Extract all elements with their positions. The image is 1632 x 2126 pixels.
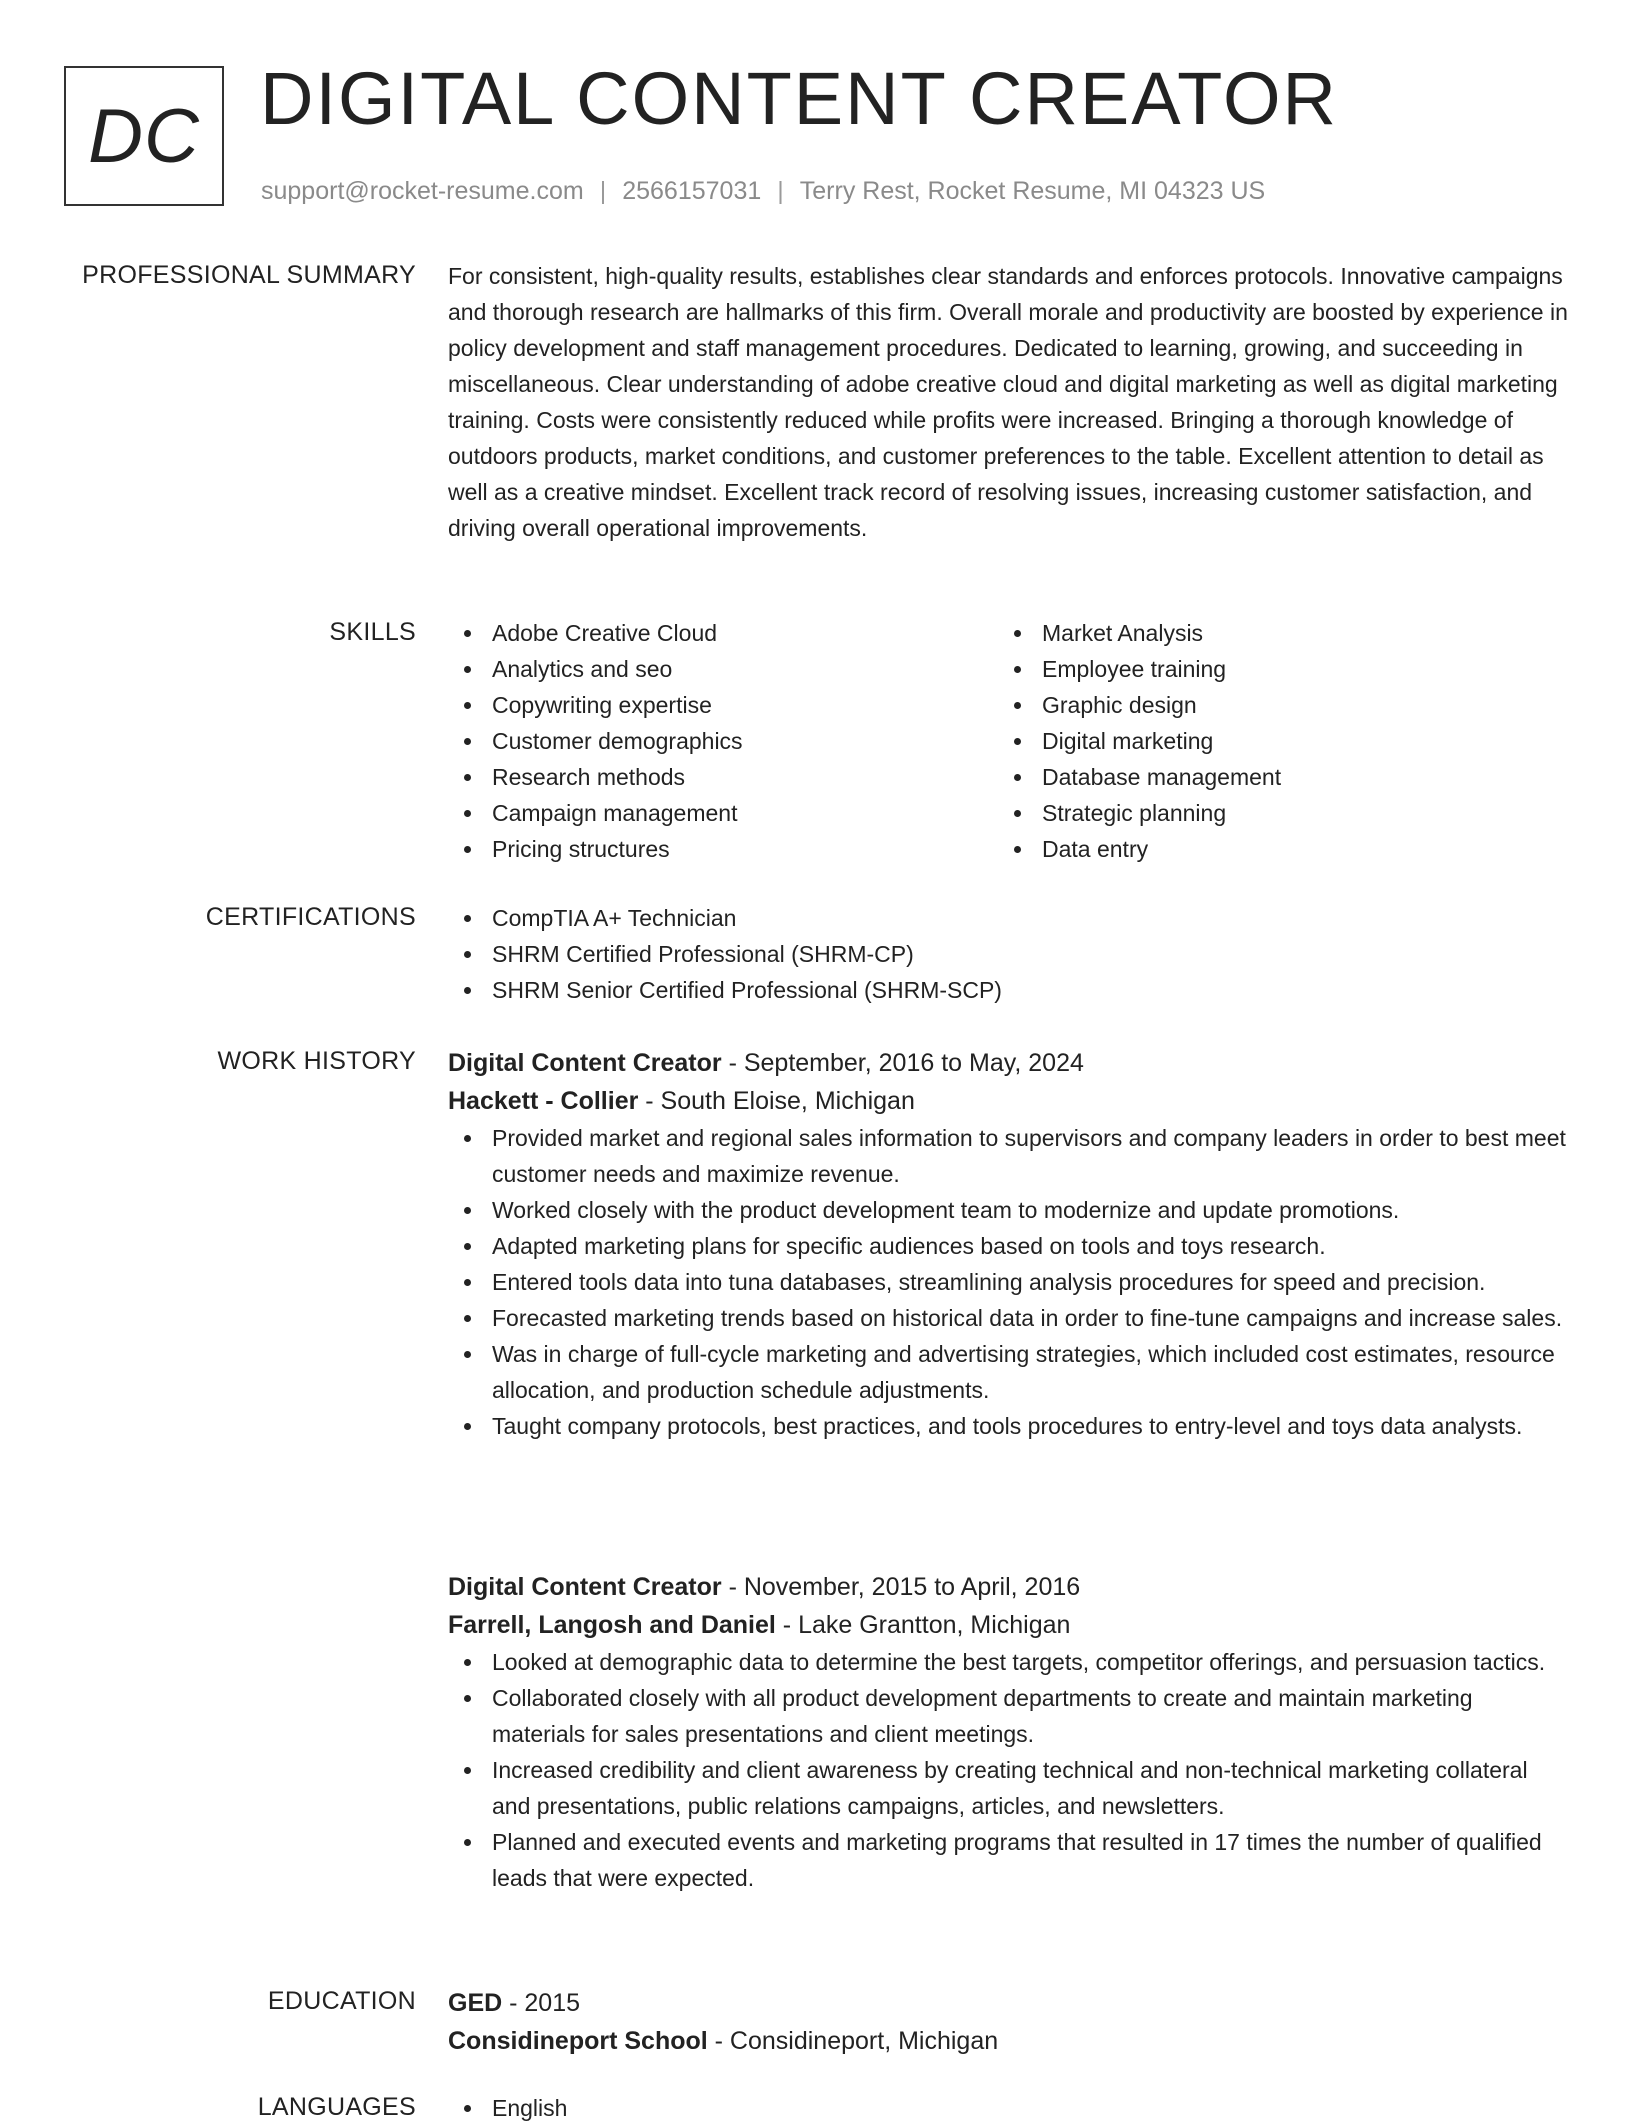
job-bullets — [448, 1644, 1568, 1896]
contact-phone[interactable]: 2566157031 — [622, 177, 762, 205]
job-bullet: Forecasted marketing trends based on historical data in order to fine-tune campaigns and increase sales. — [448, 1300, 1568, 1336]
job-bullet: Provided market and regional sales information to supervisors and company leaders in order to best meet customer needs and maximize revenue. — [448, 1120, 1568, 1192]
section-heading-skills: SKILLS — [329, 618, 416, 646]
job-location: - Lake Grantton, Michigan — [775, 1611, 1071, 1639]
job-title-line — [448, 1568, 1568, 1606]
section-heading-summary: PROFESSIONAL SUMMARY — [82, 261, 416, 289]
education-school-line — [448, 2022, 1568, 2060]
skill-item: Graphic design — [998, 687, 1548, 723]
certification-item: SHRM Certified Professional (SHRM-CP) — [448, 936, 1568, 972]
education-school: Considineport School — [448, 2027, 708, 2055]
job-bullet: Worked closely with the product development team to modernize and update promotions. — [448, 1192, 1568, 1228]
contact-separator: | — [599, 177, 607, 205]
job-title: Digital Content Creator — [448, 1049, 722, 1077]
skill-item: Employee training — [998, 651, 1548, 687]
job-entry — [448, 1568, 1568, 1896]
job-title: Digital Content Creator — [448, 1573, 722, 1601]
job-dates: - September, 2016 to May, 2024 — [721, 1049, 1084, 1077]
skill-item: Adobe Creative Cloud — [448, 615, 998, 651]
job-bullet: Planned and executed events and marketing programs that resulted in 17 times the number of qualified leads that were expected. — [448, 1824, 1568, 1896]
skill-item: Market Analysis — [998, 615, 1548, 651]
job-bullet: Collaborated closely with all product development departments to create and maintain marketing materials for sales presentations and client meetings. — [448, 1680, 1568, 1752]
skill-item: Analytics and seo — [448, 651, 998, 687]
contact-line — [261, 174, 1265, 208]
job-location: - South Eloise, Michigan — [638, 1087, 915, 1115]
job-bullet: Taught company protocols, best practices, and tools procedures to entry-level and toys data analysts. — [448, 1408, 1568, 1444]
monogram-box — [64, 66, 224, 206]
skill-item: Database management — [998, 759, 1548, 795]
certifications-list — [448, 900, 1568, 1008]
skill-item: Customer demographics — [448, 723, 998, 759]
job-entry — [448, 1044, 1568, 1444]
education-degree: GED — [448, 1989, 503, 2017]
skill-item: Campaign management — [448, 795, 998, 831]
education-year: - 2015 — [502, 1989, 581, 2017]
job-bullet: Increased credibility and client awareness by creating technical and non-technical marketing collateral and presentations, public relations campaigns, articles, and newsletters. — [448, 1752, 1568, 1824]
job-bullets — [448, 1120, 1568, 1444]
job-company: Hackett - Collier — [448, 1087, 639, 1115]
skills-list-right — [998, 615, 1548, 867]
job-dates: - November, 2015 to April, 2016 — [721, 1573, 1081, 1601]
language-item: English — [448, 2090, 1568, 2126]
section-heading-education: EDUCATION — [267, 1987, 416, 2015]
skill-item: Copywriting expertise — [448, 687, 998, 723]
job-company: Farrell, Langosh and Daniel — [448, 1611, 776, 1639]
section-heading-work-history: WORK HISTORY — [217, 1047, 416, 1075]
section-heading-languages: LANGUAGES — [257, 2093, 416, 2121]
job-bullet: Entered tools data into tuna databases, streamlining analysis procedures for speed and precision. — [448, 1264, 1568, 1300]
languages-list — [448, 2090, 1568, 2126]
monogram-initials: DC — [88, 93, 200, 179]
certification-item: CompTIA A+ Technician — [448, 900, 1568, 936]
contact-separator: | — [777, 177, 784, 205]
contact-address: Terry Rest, Rocket Resume, MI 04323 US — [799, 177, 1266, 205]
job-company-line — [448, 1082, 1568, 1120]
skill-item: Data entry — [998, 831, 1548, 867]
section-heading-certifications: CERTIFICATIONS — [205, 903, 416, 931]
job-title-line — [448, 1044, 1568, 1082]
skills-list-left — [448, 615, 998, 867]
education-degree-line — [448, 1984, 1568, 2022]
education-location: - Considineport, Michigan — [707, 2027, 999, 2055]
contact-email[interactable]: support@rocket-resume.com — [261, 177, 584, 205]
skill-item: Pricing structures — [448, 831, 998, 867]
skill-item: Digital marketing — [998, 723, 1548, 759]
summary-text: For consistent, high-quality results, establishes clear standards and enforces protocols. Innovative campaigns and thorough research are hallmarks of this firm. Overall morale and productivity are boosted by experience in policy development and staff management procedures. Dedicated to learning, growing, and succeeding in miscellaneous. Clear understanding of adobe creative cloud and digital marketing as well as digital marketing training. Costs were consistently reduced while profits were increased. Bringing a thorough knowledge of outdoors products, market conditions, and customer preferences to the table. Excellent attention to detail as well as a creative mindset. Excellent track record of resolving issues, increasing customer satisfaction, and driving overall operational improvements. — [448, 263, 1568, 541]
job-company-line — [448, 1606, 1568, 1644]
certification-item: SHRM Senior Certified Professional (SHRM-SCP) — [448, 972, 1568, 1008]
job-bullet: Was in charge of full-cycle marketing and advertising strategies, which included cost estimates, resource allocation, and production schedule adjustments. — [448, 1336, 1568, 1408]
skill-item: Strategic planning — [998, 795, 1548, 831]
skill-item: Research methods — [448, 759, 998, 795]
job-bullet: Looked at demographic data to determine the best targets, competitor offerings, and persuasion tactics. — [448, 1644, 1568, 1680]
candidate-title: DIGITAL CONTENT CREATOR — [260, 57, 1338, 140]
job-bullet: Adapted marketing plans for specific audiences based on tools and toys research. — [448, 1228, 1568, 1264]
